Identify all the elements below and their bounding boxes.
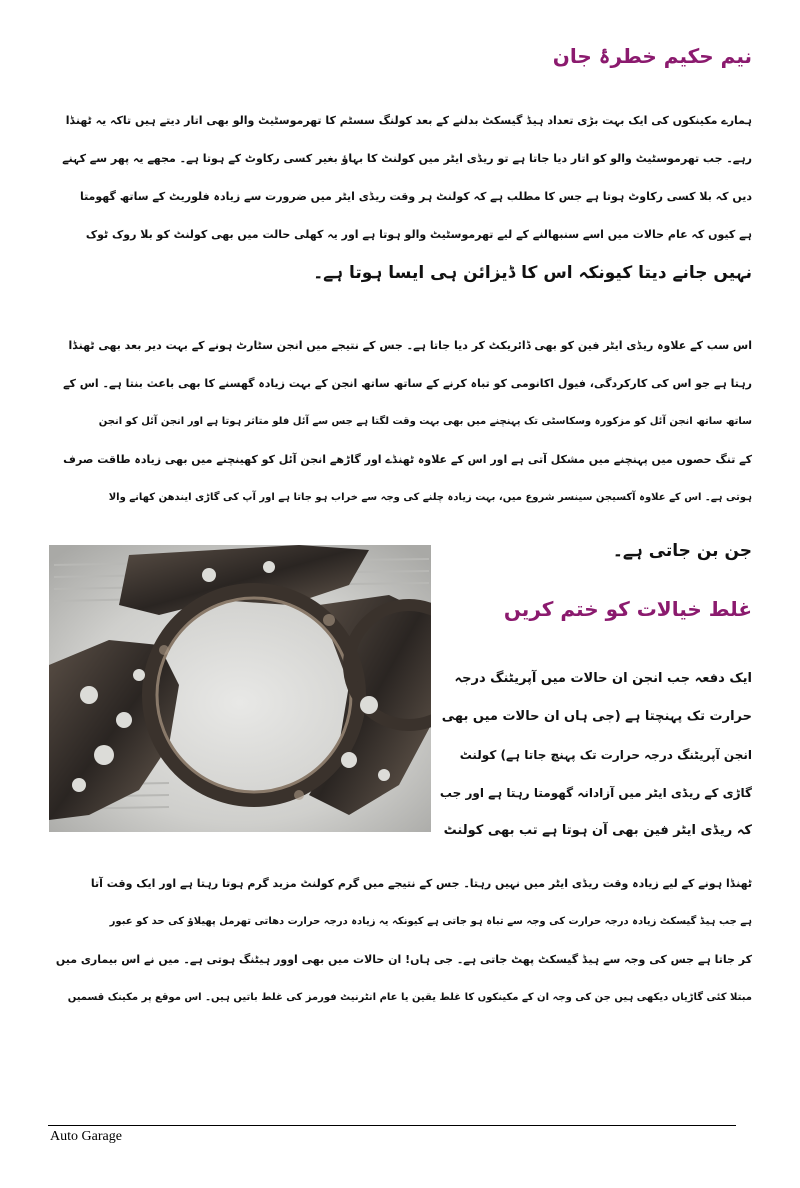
paragraph-1-line: ہمارے مکینکوں کی ایک بہت بڑی تعداد ہیڈ گیسکٹ بدلنے کے بعد کولنگ سسٹم کا تھرموسٹیٹ والو بھی اتار دیتے ہیں تاکہ یہ ٹھنڈا xyxy=(65,114,752,127)
paragraph-3-line: کہ ریڈی ایٹر فین بھی آن ہوتا ہے تب بھی کولنٹ xyxy=(443,823,752,838)
footer-divider xyxy=(48,1125,736,1126)
paragraph-3-line: انجن آپریٹنگ درجہ حرارت تک پہنچ جاتا ہے) کولنٹ xyxy=(459,748,752,762)
paragraph-1-line: دیں کہ بلا کسی رکاوٹ ہوتا ہے جس کا مطلب ہے کہ کولنٹ ہر وقت ریڈی ایٹر میں ضرورت سے زیادہ فلوریٹ کے ساتھ گھومتا xyxy=(79,190,752,203)
paragraph-3-line: کر جاتا ہے جس کی وجہ سے ہیڈ گیسکٹ پھٹ جاتی ہے۔ جی ہاں! ان حالات میں بھی اوور ہیٹنگ ہوتی ہے۔ میں نے اس بیماری میں xyxy=(55,953,752,966)
paragraph-2-line: ہوتی ہے۔ اس کے علاوہ آکسیجن سینسر شروع میں، بہت زیادہ چلنے کی وجہ سے خراب ہو جاتا ہے اور آپ کی گاڑی ایندھن کھانے والا xyxy=(108,492,752,503)
paragraph-3-line: ایک دفعہ جب انجن ان حالات میں آپریٹنگ درجہ xyxy=(454,671,752,686)
footer-label: Auto Garage xyxy=(50,1129,122,1144)
paragraph-3-line: ہے جب ہیڈ گیسکٹ زیادہ درجہ حرارت کی وجہ سے تباہ ہو جاتی ہے کیونکہ یہ زیادہ درجہ حرارت دھاتی تھرمل پھیلاؤ کی حد کو عبور xyxy=(109,916,752,927)
section-heading: غلط خیالات کو ختم کریں xyxy=(503,597,752,621)
paragraph-1-line: ہے کیوں کہ عام حالات میں اسے سنبھالنے کے لیے تھرموسٹیٹ والو ہوتا ہے اور یہ کھلی حالت میں بھی کولنٹ کو بلا روک ٹوک xyxy=(85,228,752,241)
paragraph-1-line: رہے۔ جب تھرموسٹیٹ والو کو اتار دیا جاتا ہے تو ریڈی ایٹر میں کولنٹ کا بہاؤ بغیر کسی رکاوٹ کے ہوتا ہے۔ مجھے یہ پھر سے کہنے xyxy=(62,152,752,165)
head-gasket-photo xyxy=(49,545,431,832)
paragraph-3-line: مبتلا کئی گاڑیاں دیکھی ہیں جن کی وجہ ان کے مکینکوں کا غلط یقین یا عام انٹرنیٹ فورمز کی غلط باتیں ہیں۔ اس موقع پر مکینک قسمیں xyxy=(67,992,752,1003)
paragraph-2-line: جن بن جاتی ہے۔ xyxy=(612,541,752,561)
paragraph-2-line: اس سب کے علاوہ ریڈی ایٹر فین کو بھی ڈائریکٹ کر دیا جاتا ہے۔ جس کے نتیجے میں انجن سٹارٹ ہونے کے بہت دیر بعد بھی ٹھنڈا xyxy=(68,339,752,352)
page-title: نیم حکیم خطرۂ جان xyxy=(552,44,752,68)
paragraph-3-line: گاڑی کے ریڈی ایٹر میں آزادانہ گھومتا رہتا ہے اور جب xyxy=(439,786,752,800)
paragraph-3-line: ٹھنڈا ہونے کے لیے زیادہ وقت ریڈی ایٹر میں نہیں رہتا۔ جس کے نتیجے میں گرم کولنٹ مزید گرم ہوتا رہتا ہے اور ایک وقت آتا xyxy=(90,877,752,890)
paragraph-1-line: نہیں جانے دیتا کیونکہ اس کا ڈیزائن ہی ایسا ہوتا ہے۔ xyxy=(313,263,752,283)
paragraph-2-line: ساتھ ساتھ انجن آئل کو مزکورہ وسکاسٹی تک پہنچنے میں بھی بہت وقت لگتا ہے جس سے آئل فلو متاثر ہوتا ہے اور انجن آئل کو انجن xyxy=(98,416,752,427)
paragraph-3-line: حرارت تک پہنچتا ہے (جی ہاں ان حالات میں بھی xyxy=(441,709,752,724)
paragraph-2-line: کے تنگ حصوں میں پہنچنے میں مشکل آتی ہے اور اس کے علاوہ ٹھنڈے اور گاڑھے انجن آئل کو کھینچنے میں بھی زیادہ طاقت صرف xyxy=(63,453,752,466)
paragraph-2-line: رہتا ہے جو اس کی کارکردگی، فیول اکانومی کو تباہ کرنے کے ساتھ ساتھ انجن کے بہت زیادہ گھسنے کا بھی باعث بنتا ہے۔ اس کے xyxy=(63,377,752,390)
